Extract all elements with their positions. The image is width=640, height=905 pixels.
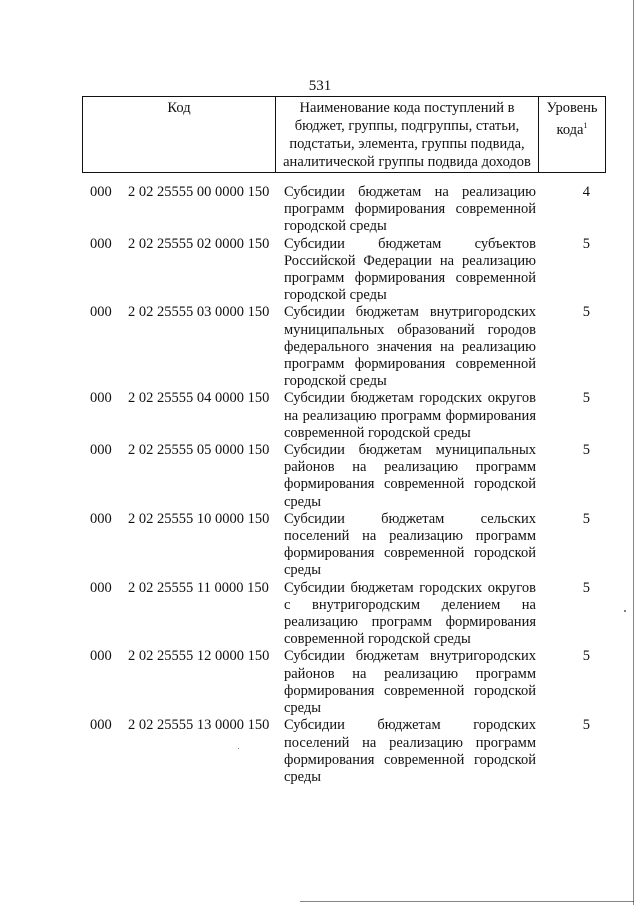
row-level: 5 bbox=[582, 304, 590, 321]
table-row bbox=[90, 390, 590, 442]
row-code: 2 02 25555 04 0000 150 bbox=[128, 390, 270, 407]
row-code: 2 02 25555 02 0000 150 bbox=[128, 235, 270, 252]
header-name-line: аналитической группы подвида доходов bbox=[283, 154, 531, 170]
header-name bbox=[276, 97, 539, 173]
table-row bbox=[90, 511, 590, 580]
row-name-line: формирования современной городской bbox=[284, 476, 536, 493]
row-level: 5 bbox=[582, 579, 590, 596]
row-name-line: Субсидии бюджетам муниципальных bbox=[284, 442, 536, 459]
header-level-word: кода bbox=[556, 121, 584, 138]
row-name-line: Субсидии бюджетам внутригородских bbox=[284, 648, 536, 665]
footnote-marker: 1 bbox=[583, 121, 588, 130]
table-body bbox=[90, 184, 590, 786]
row-name-line: среды bbox=[284, 493, 322, 510]
row-code: 2 02 25555 13 0000 150 bbox=[128, 717, 270, 734]
row-name-line: Субсидии бюджетам городских bbox=[284, 717, 536, 734]
row-level: 5 bbox=[582, 235, 590, 252]
row-name-line: федерального значения на реализацию bbox=[284, 338, 536, 355]
row-prefix: 000 bbox=[90, 579, 112, 596]
table-row bbox=[90, 717, 590, 786]
row-name bbox=[284, 304, 536, 390]
row-name bbox=[284, 717, 536, 786]
row-level: 5 bbox=[582, 510, 590, 527]
row-name-line: с внутригородским делением на bbox=[284, 596, 536, 613]
row-name-line: Субсидии бюджетам городских округов bbox=[284, 579, 536, 596]
row-name-line: Российской Федерации на реализацию bbox=[284, 252, 536, 269]
header-name-line: Наименование кода поступлений в bbox=[299, 100, 515, 116]
row-name-line: формирования современной городской bbox=[284, 545, 536, 562]
row-name bbox=[284, 390, 536, 442]
row-prefix: 000 bbox=[90, 184, 112, 200]
row-name-line: среды bbox=[284, 562, 322, 579]
row-name-line: формирования современной городской bbox=[284, 682, 536, 699]
scan-speck bbox=[624, 610, 626, 612]
row-code: 2 02 25555 11 0000 150 bbox=[128, 579, 269, 596]
row-name-line: Субсидии бюджетам на реализацию bbox=[284, 184, 536, 200]
row-prefix: 000 bbox=[90, 717, 112, 734]
table-row bbox=[90, 580, 590, 649]
row-level: 5 bbox=[582, 717, 590, 734]
table-row bbox=[90, 648, 590, 717]
row-name-line: Субсидии бюджетам сельских bbox=[284, 510, 536, 527]
row-name bbox=[284, 184, 536, 236]
row-name-line: современной городской среды bbox=[284, 631, 471, 648]
header-code: Код bbox=[83, 97, 276, 173]
header-level-line: Уровень bbox=[546, 100, 598, 116]
header-name-line: бюджет, группы, подгруппы, статьи, bbox=[294, 118, 520, 134]
row-name-line: районов на реализацию программ bbox=[284, 459, 536, 476]
row-code: 2 02 25555 10 0000 150 bbox=[128, 510, 270, 527]
row-name-line: городской среды bbox=[284, 218, 387, 235]
table-row bbox=[90, 304, 590, 390]
row-name-line: поселений на реализацию программ bbox=[284, 528, 536, 545]
row-code: 2 02 25555 12 0000 150 bbox=[128, 648, 270, 665]
row-name-line: Субсидии бюджетам внутригородских bbox=[284, 304, 536, 321]
row-name-line: реализацию программ формирования bbox=[284, 614, 536, 631]
row-name-line: муниципальных образований городов bbox=[284, 321, 536, 338]
row-code: 2 02 25555 00 0000 150 bbox=[128, 184, 270, 200]
row-level: 4 bbox=[582, 184, 590, 200]
row-name-line: современной городской среды bbox=[284, 424, 471, 441]
scan-edge-bottom bbox=[300, 901, 634, 902]
table-row bbox=[90, 236, 590, 305]
row-prefix: 000 bbox=[90, 304, 112, 321]
row-name-line: среды bbox=[284, 768, 322, 785]
table-row bbox=[90, 442, 590, 511]
row-name-line: городской среды bbox=[284, 373, 387, 390]
row-prefix: 000 bbox=[90, 442, 112, 459]
row-name-line: поселений на реализацию программ bbox=[284, 734, 536, 751]
row-name-line: среды bbox=[284, 700, 322, 717]
table-row bbox=[90, 184, 590, 236]
row-name bbox=[284, 580, 536, 649]
row-name-line: районов на реализацию программ bbox=[284, 665, 536, 682]
row-name bbox=[284, 648, 536, 717]
row-name-line: Субсидии бюджетам городских округов bbox=[284, 390, 536, 407]
header-name-line: подстатьи, элемента, группы подвида, bbox=[289, 136, 525, 152]
row-prefix: 000 bbox=[90, 648, 112, 665]
row-name-line: Субсидии бюджетам субъектов bbox=[284, 235, 536, 252]
row-prefix: 000 bbox=[90, 510, 112, 527]
row-level: 5 bbox=[582, 442, 590, 459]
row-code: 2 02 25555 03 0000 150 bbox=[128, 304, 270, 321]
row-name bbox=[284, 511, 536, 580]
row-name-line: городской среды bbox=[284, 287, 387, 304]
row-name-line: формирования современной городской bbox=[284, 751, 536, 768]
header-level bbox=[539, 97, 606, 173]
page-number: 531 bbox=[308, 78, 332, 94]
row-code: 2 02 25555 05 0000 150 bbox=[128, 442, 270, 459]
row-level: 5 bbox=[582, 390, 590, 407]
row-prefix: 000 bbox=[90, 390, 112, 407]
header-level-line bbox=[539, 117, 605, 139]
table-header bbox=[82, 96, 606, 173]
row-name-line: программ формирования современной bbox=[284, 356, 536, 373]
row-name-line: на реализацию программ формирования bbox=[284, 407, 536, 424]
row-prefix: 000 bbox=[90, 235, 112, 252]
row-name-line: программ формирования современной bbox=[284, 201, 536, 218]
row-name-line: программ формирования современной bbox=[284, 270, 536, 287]
row-name bbox=[284, 442, 536, 511]
row-level: 5 bbox=[582, 648, 590, 665]
row-name bbox=[284, 236, 536, 305]
scan-edge-right bbox=[633, 0, 634, 905]
